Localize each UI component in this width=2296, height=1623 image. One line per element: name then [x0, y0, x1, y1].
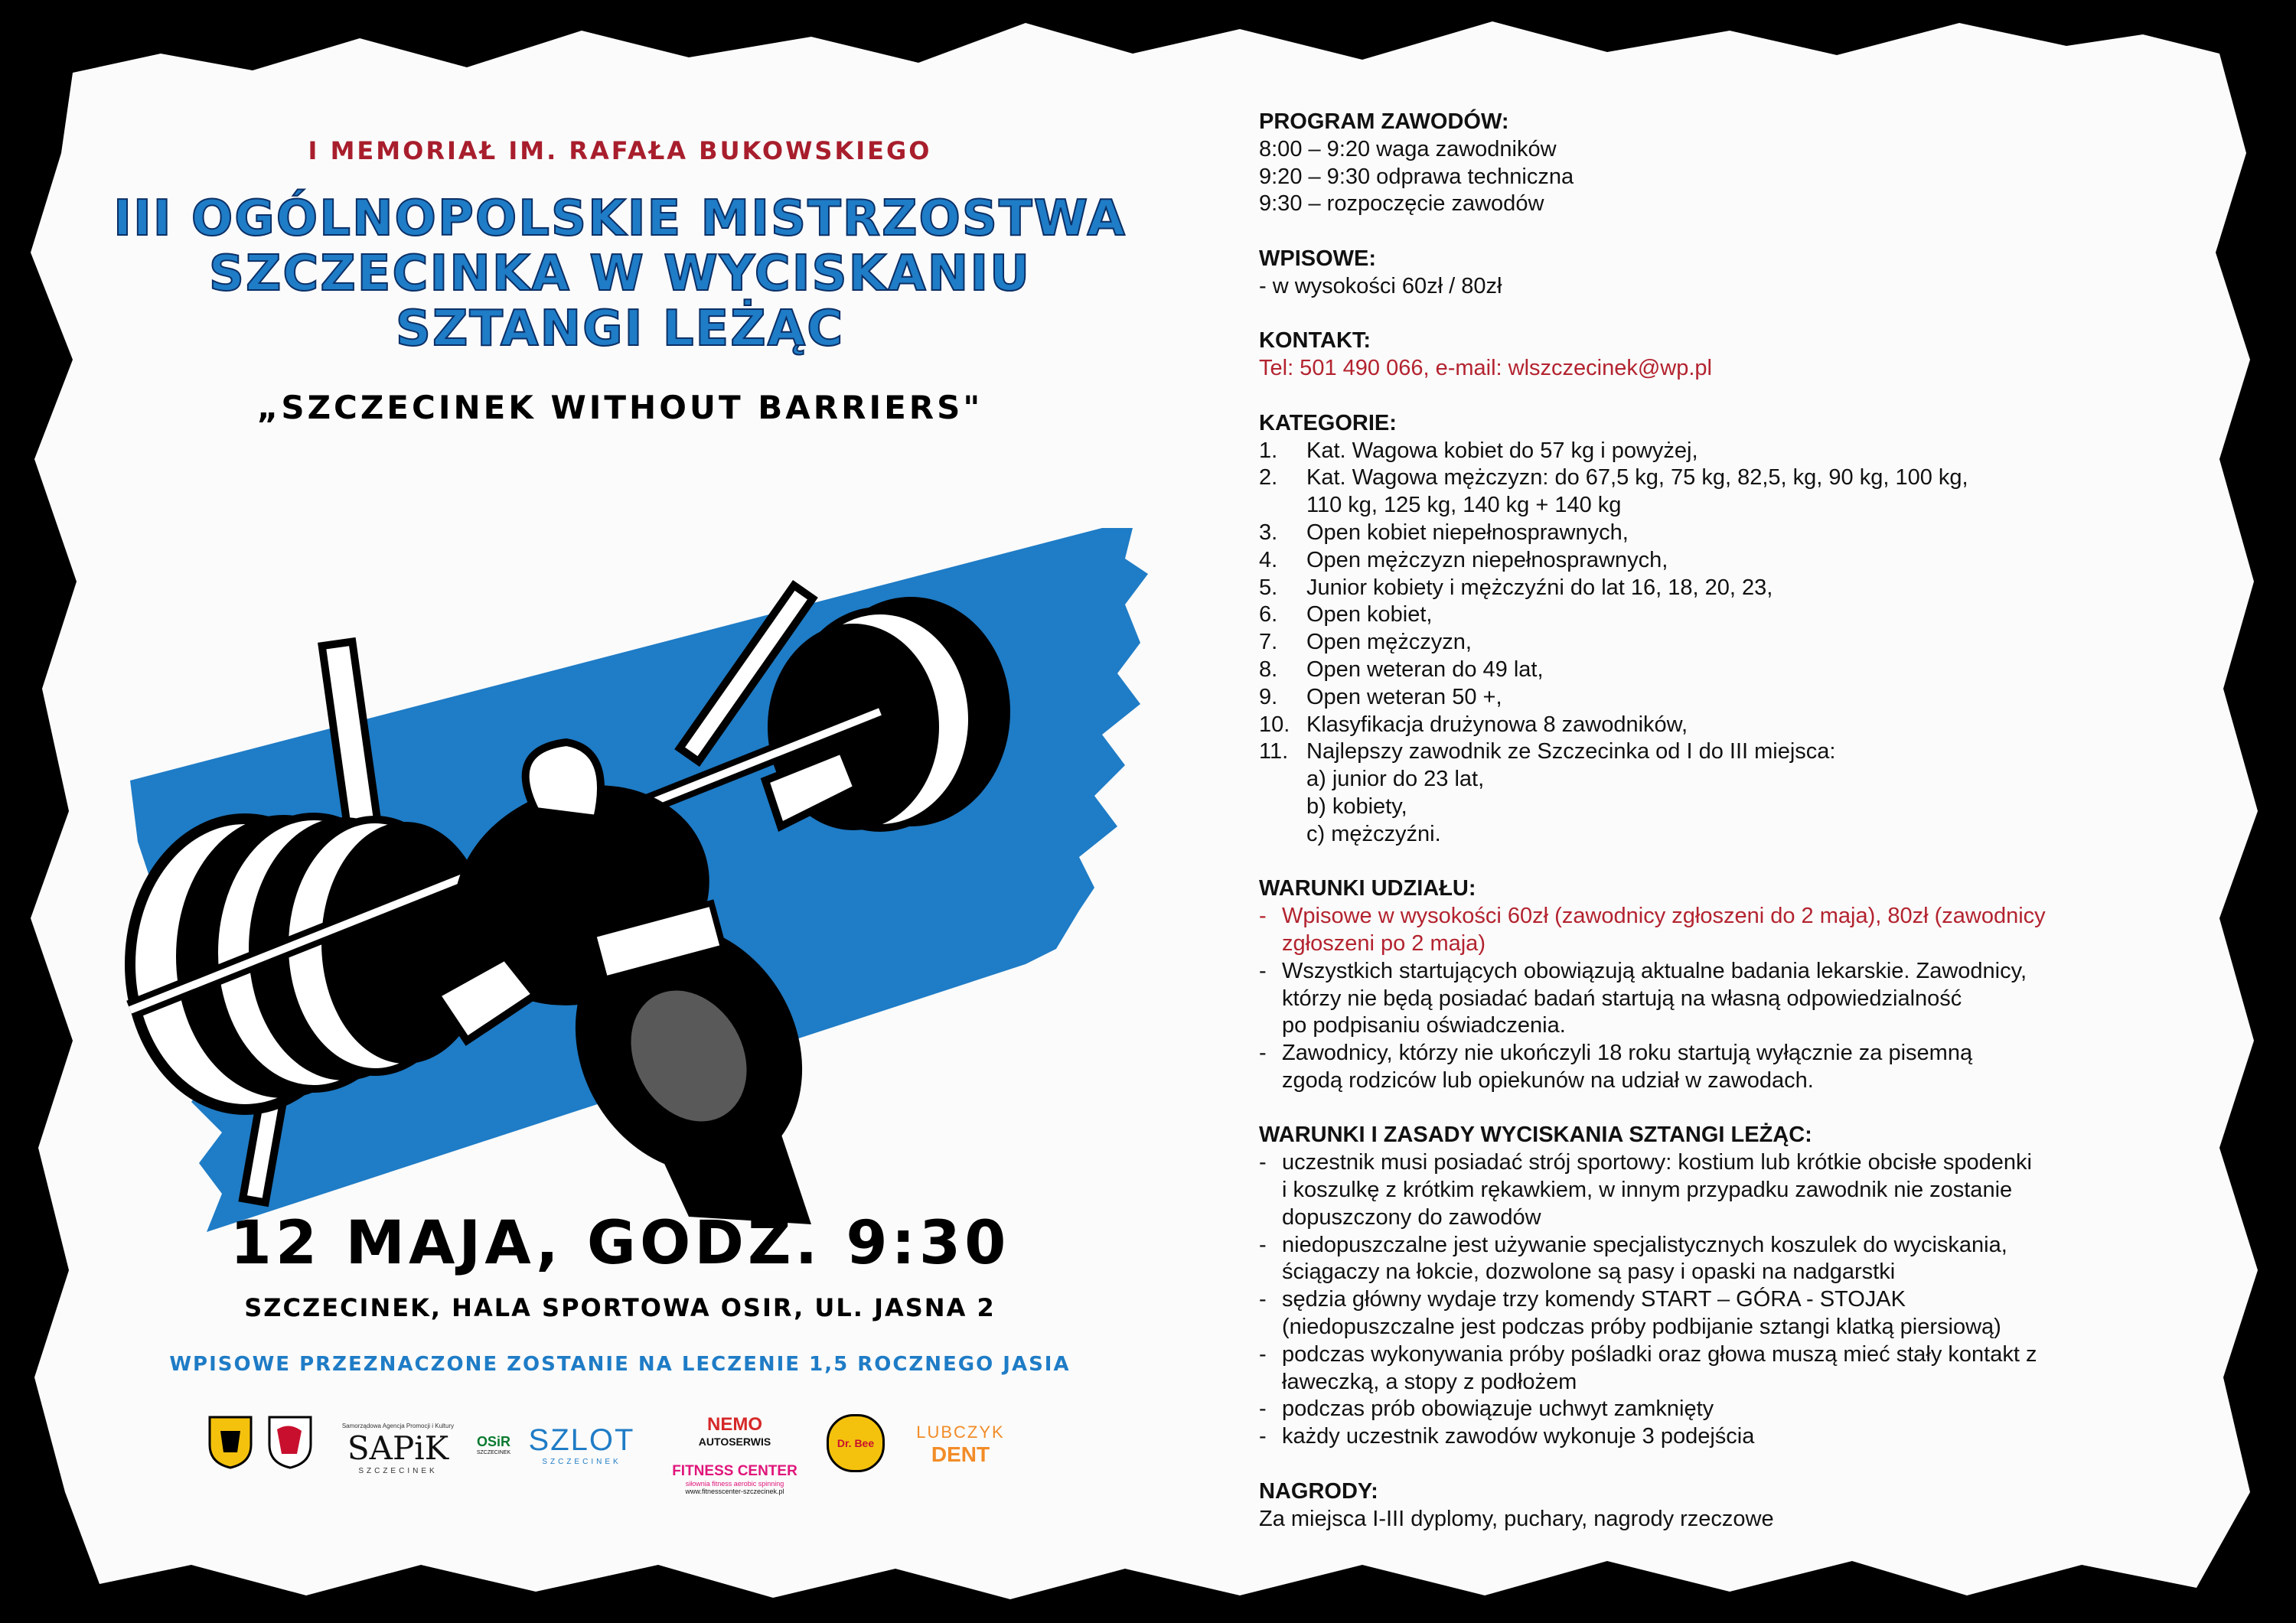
- category-number: 6.: [1259, 602, 1278, 627]
- category-item: [1259, 629, 2154, 657]
- lubczyk-dent-logo: [899, 1414, 1022, 1475]
- sapik-logo: [337, 1406, 459, 1491]
- rule-line: podczas prób obowiązuje uchwyt zamknięty: [1282, 1396, 1714, 1422]
- title-line-1: III OGÓLNOPOLSKIE MISTRZOSTWA: [113, 191, 1127, 247]
- condition-line: zgodą rodziców lub opiekunów na udział w zawodach.: [1282, 1067, 1814, 1093]
- sapik-small-text: Samorządowa Agencja Promocji i Kultury: [341, 1422, 455, 1429]
- fitness-url: www.fitnesscenter-szczecinek.pl: [685, 1488, 784, 1495]
- szlot-city: SZCZECINEK: [542, 1458, 621, 1466]
- category-item: [1259, 712, 2154, 739]
- dr-bee-logo: [827, 1414, 885, 1472]
- category-number: 2.: [1259, 465, 1278, 490]
- rule-line: sędzia główny wydaje trzy komendy START – GÓRA - STOJAK: [1282, 1287, 1906, 1312]
- rule-dash: -: [1259, 1341, 1267, 1367]
- program-heading: PROGRAM ZAWODÓW:: [1259, 109, 1509, 134]
- title-line-3: SZTANGI LEŻĄC: [395, 301, 845, 357]
- prizes-section: [1259, 1478, 2154, 1533]
- rule-item: [1259, 1423, 2154, 1451]
- poster-left-column: [107, 115, 1194, 1569]
- condition-line: zgłoszeni po 2 maja): [1282, 930, 1486, 956]
- rule-line: ściągaczy na łokcie, dozwolone są pasy i opaski na nadgarstki: [1282, 1260, 1896, 1285]
- rule-line: podczas wykonywania próby pośladki oraz głowa muszą mieć stały kontakt z: [1282, 1341, 2037, 1367]
- category-item: [1259, 464, 2154, 492]
- category-text: Najlepszy zawodnik ze Szczecinka od I do III miejsca:: [1306, 739, 1836, 764]
- category-number: 9.: [1259, 684, 1278, 709]
- nemo-sub: AUTOSERWIS: [698, 1436, 771, 1448]
- rule-line: ławeczką, a stopy z podłożem: [1282, 1369, 1577, 1394]
- category-number: [1259, 492, 1306, 520]
- coat-of-arms-2-logo: [266, 1414, 314, 1469]
- prizes-heading: NAGRODY:: [1259, 1478, 1378, 1504]
- entry-fee-section: [1259, 246, 2154, 301]
- osir-city: SZCZECINEK: [476, 1450, 511, 1455]
- condition-dash: -: [1259, 1041, 1267, 1066]
- category-number: 7.: [1259, 630, 1278, 655]
- category-number: 4.: [1259, 547, 1278, 572]
- category-item: [1259, 738, 2154, 766]
- category-number: 8.: [1259, 657, 1278, 682]
- category-text: Open kobiet niepełnosprawnych,: [1306, 520, 1629, 545]
- condition-item: [1259, 903, 2154, 958]
- sponsor-logos: [207, 1406, 1087, 1506]
- category-item: [1259, 547, 2154, 575]
- rule-line: każdy uczestnik zawodów wykonuje 3 podejścia: [1282, 1424, 1755, 1449]
- category-text: Junior kobiety i mężczyźni do lat 16, 18, 20, 23,: [1306, 575, 1773, 600]
- rules-heading: WARUNKI I ZASADY WYCISKANIA SZTANGI LEŻĄC:: [1259, 1123, 1812, 1148]
- program-line-3: 9:30 – rozpoczęcie zawodów: [1259, 191, 1544, 217]
- condition-dash: -: [1259, 958, 1267, 983]
- coat-of-arms-1-logo: [207, 1414, 254, 1469]
- category-item: [1259, 657, 2154, 684]
- category-number: 11.: [1259, 739, 1289, 764]
- condition-item: [1259, 1040, 2154, 1095]
- category-text: b) kobiety,: [1306, 794, 1407, 819]
- contact-heading: KONTAKT:: [1259, 328, 1371, 354]
- categories-section: [1259, 410, 2154, 849]
- category-number: [1259, 821, 1306, 849]
- rule-item: [1259, 1341, 2154, 1396]
- rule-dash: -: [1259, 1396, 1267, 1422]
- category-number: 5.: [1259, 575, 1278, 600]
- category-text: Kat. Wagowa kobiet do 57 kg i powyżej,: [1306, 438, 1698, 463]
- szlot-name: SZLOT: [528, 1423, 635, 1457]
- fitness-name: FITNESS CENTER: [672, 1463, 797, 1479]
- category-item: [1259, 684, 2154, 712]
- rules-section: [1259, 1122, 2154, 1451]
- charity-note: WPISOWE PRZEZNACZONE ZOSTANIE NA LECZENIE 1,5 ROCZNEGO JASIA: [169, 1353, 1071, 1376]
- osir-name: OSiR: [476, 1434, 510, 1449]
- condition-line: po podpisaniu oświadczenia.: [1282, 1013, 1566, 1038]
- condition-item: [1259, 958, 2154, 1040]
- conditions-section: [1259, 875, 2154, 1094]
- category-text: Open weteran 50 +,: [1306, 684, 1502, 709]
- category-text: Kat. Wagowa mężczyzn: do 67,5 kg, 75 kg, 82,5, kg, 90 kg, 100 kg,: [1306, 465, 1968, 490]
- rule-item: [1259, 1396, 2154, 1423]
- category-text: Open weteran do 49 lat,: [1306, 657, 1544, 682]
- rule-line: niedopuszczalne jest używanie specjalistycznych koszulek do wyciskania,: [1282, 1232, 2007, 1257]
- fitness-center-logo: [658, 1454, 811, 1504]
- event-subtitle: „SZCZECINEK WITHOUT BARRIERS": [256, 389, 983, 426]
- rule-dash: -: [1259, 1287, 1267, 1312]
- category-item: [1259, 520, 2154, 547]
- category-text: Open mężczyzn niepełnosprawnych,: [1306, 547, 1668, 572]
- rule-item: [1259, 1149, 2154, 1231]
- rule-line: dopuszczony do zawodów: [1282, 1204, 1541, 1230]
- rule-line: (niedopuszczalne jest podczas próby podbijanie sztangi klatką piersiową): [1282, 1315, 2001, 1340]
- nemo-autoserwis-logo: [658, 1410, 811, 1452]
- category-number: [1259, 794, 1306, 821]
- rule-dash: -: [1259, 1150, 1267, 1175]
- event-venue: SZCZECINEK, HALA SPORTOWA OSIR, UL. JASNA 2: [244, 1293, 996, 1322]
- category-item: [1259, 601, 2154, 629]
- category-text: 110 kg, 125 kg, 140 kg + 140 kg: [1306, 493, 1622, 518]
- category-item: [1259, 575, 2154, 602]
- category-number: 3.: [1259, 520, 1278, 545]
- contact-section: [1259, 328, 2154, 383]
- szlot-logo: [528, 1414, 635, 1475]
- category-text: c) mężczyźni.: [1306, 821, 1441, 846]
- memorial-heading: I MEMORIAŁ IM. RAFAŁA BUKOWSKIEGO: [308, 136, 932, 165]
- category-item: [1259, 438, 2154, 465]
- event-title: [107, 191, 1133, 357]
- lubczyk-sub: DENT: [931, 1442, 990, 1466]
- rule-line: i koszulkę z krótkim rękawkiem, w innym przypadku zawodnik nie zostanie: [1282, 1178, 2013, 1203]
- rule-line: uczestnik musi posiadać strój sportowy: kostium lub krótkie obcisłe spodenki: [1282, 1150, 2032, 1175]
- condition-line: Wpisowe w wysokości 60zł (zawodnicy zgłoszeni do 2 maja), 80zł (zawodnicy: [1282, 904, 2046, 929]
- category-text: Klasyfikacja drużynowa 8 zawodników,: [1306, 712, 1688, 737]
- rule-item: [1259, 1286, 2154, 1341]
- osir-logo: [471, 1414, 517, 1475]
- rule-dash: -: [1259, 1232, 1267, 1257]
- info-column: [1259, 109, 2154, 1560]
- condition-dash: -: [1259, 904, 1267, 929]
- bench-press-illustration: [107, 459, 1194, 1278]
- contact-line: Tel: 501 490 066, e-mail: wlszczecinek@wp.pl: [1259, 356, 1712, 381]
- rule-item: [1259, 1232, 2154, 1287]
- condition-line: Zawodnicy, którzy nie ukończyli 18 roku startują wyłącznie za pisemną: [1282, 1041, 1973, 1066]
- sapik-city: SZCZECINEK: [358, 1466, 438, 1475]
- program-section: [1259, 109, 2154, 218]
- category-number: 10.: [1259, 712, 1290, 737]
- lubczyk-name: LUBCZYK: [916, 1423, 1005, 1442]
- sapik-name: SAPiK: [347, 1429, 449, 1467]
- category-text: Open mężczyzn,: [1306, 630, 1472, 655]
- category-item: [1259, 766, 2154, 794]
- title-line-2: SZCZECINKA W WYCISKANIU: [208, 246, 1032, 302]
- program-line-1: 8:00 – 9:20 waga zawodników: [1259, 136, 1557, 161]
- entry-fee-line: - w wysokości 60zł / 80zł: [1259, 273, 1502, 298]
- category-text: Open kobiet,: [1306, 602, 1433, 627]
- category-text: a) junior do 23 lat,: [1306, 767, 1485, 792]
- category-item: [1259, 821, 2154, 849]
- conditions-heading: WARUNKI UDZIAŁU:: [1259, 876, 1476, 901]
- category-item: [1259, 794, 2154, 821]
- condition-line: Wszystkich startujących obowiązują aktualne badania lekarskie. Zawodnicy,: [1282, 958, 2027, 983]
- category-number: [1259, 766, 1306, 794]
- rule-dash: -: [1259, 1424, 1267, 1449]
- categories-heading: KATEGORIE:: [1259, 410, 1397, 435]
- entry-fee-heading: WPISOWE:: [1259, 246, 1377, 271]
- nemo-name: NEMO: [707, 1414, 762, 1435]
- category-item: [1259, 492, 2154, 520]
- prizes-line: Za miejsca I-III dyplomy, puchary, nagrody rzeczowe: [1259, 1506, 1774, 1531]
- condition-line: którzy nie będą posiadać badań startują na własną odpowiedzialność: [1282, 986, 1962, 1011]
- dr-bee-name: Dr. Bee: [837, 1437, 875, 1449]
- fitness-sub: siłownia fitness aerobic spinning: [685, 1480, 784, 1488]
- event-date: 12 MAJA, GODZ. 9:30: [230, 1209, 1010, 1278]
- program-line-2: 9:20 – 9:30 odprawa techniczna: [1259, 164, 1574, 189]
- category-number: 1.: [1259, 438, 1278, 463]
